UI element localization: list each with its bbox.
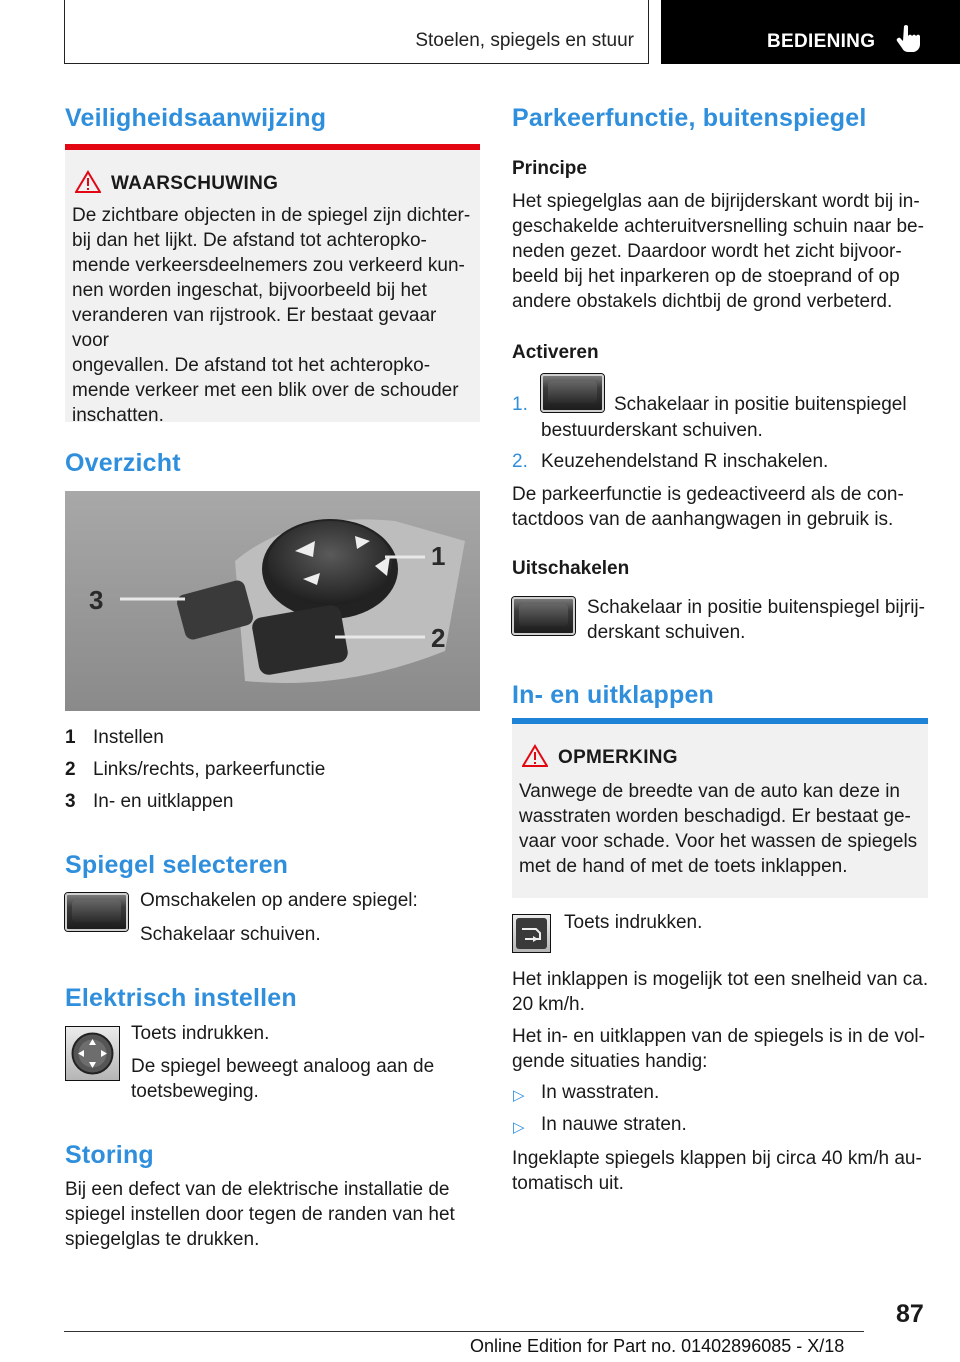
bullet-text: In wasstraten. (541, 1082, 660, 1103)
activate-label: Activeren (512, 342, 599, 363)
notice-title: OPMERKING (558, 747, 678, 768)
principle-text: Het spiegelglas aan de bijrijderskant wordt bij in- geschakelde achteruitversnelling schuin naar be- neden gezet. Daardoor wordt het zicht bijvoor- beeld bij het inparkeren op de stoeprand of op andere obstakels dichtbij de grond verbeterd. (512, 191, 924, 312)
header-chapter-box (661, 0, 960, 64)
principle-label: Principe (512, 158, 587, 179)
step-num: 2. (512, 451, 528, 472)
fault-text: Bij een defect van de elektrische installatie de spiegel instellen door tegen de randen van het spiegelglas te drukken. (65, 1179, 455, 1250)
legend-text: Instellen (93, 727, 164, 748)
legend-num: 2 (65, 759, 76, 780)
deactivate-text: Schakelaar in positie buitenspiegel bijrij- derskant schuiven. (587, 597, 925, 643)
legend-text: Links/rechts, parkeerfunctie (93, 759, 326, 780)
final-text: Ingeklapte spiegels klappen bij circa 40 km/h au- tomatisch uit. (512, 1148, 922, 1194)
mirror-switch-icon (512, 597, 575, 635)
press-key-text: Toets indrukken. (564, 912, 703, 933)
select-text: Schakelaar schuiven. (140, 924, 321, 945)
mirror-fold-icon (512, 914, 551, 953)
bullet-triangle-icon: ▷ (513, 1087, 525, 1104)
warning-box (65, 150, 480, 426)
bullet-text: In nauwe straten. (541, 1114, 687, 1135)
header-chapter-title: BEDIENING (767, 31, 876, 52)
header-section-title: Stoelen, spiegels en stuur (415, 30, 634, 51)
mirror-controls-photo (65, 491, 480, 711)
legend-num: 3 (65, 791, 76, 812)
bullet-triangle-icon: ▷ (513, 1119, 525, 1136)
photo-callout-2: 2 (431, 623, 446, 653)
legend-text: In- en uitklappen (93, 791, 234, 812)
mirror-switch-icon (65, 893, 128, 931)
fault-heading: Storing (65, 1141, 154, 1169)
step-text: Keuzehendelstand R inschakelen. (541, 451, 829, 472)
photo-callout-3: 3 (89, 585, 104, 615)
footer-edition: Online Edition for Part no. 01402896085 - X/18 (470, 1336, 845, 1356)
overview-heading: Overzicht (65, 449, 181, 477)
activate-note: De parkeerfunctie is gedeactiveerd als de con- tactdoos van de aanhangwagen in gebruik is. (512, 484, 904, 530)
step-num: 1. (512, 394, 528, 415)
deactivate-label: Uitschakelen (512, 558, 630, 579)
direction-pad-icon (65, 1026, 120, 1081)
notice-box (512, 724, 928, 898)
legend-num: 1 (65, 727, 76, 748)
photo-callout-1: 1 (431, 541, 446, 571)
warning-triangle-icon (75, 170, 101, 194)
fold-text: Het inklappen is mogelijk tot een snelheid van ca. 20 km/h. Het in- en uitklappen van de spiegels is in de vol- gende situaties handig: (512, 969, 929, 1072)
fold-heading: In- en uitklappen (512, 681, 715, 709)
warning-triangle-icon (522, 744, 548, 768)
mirror-switch-icon (541, 374, 604, 412)
electric-heading: Elektrisch instellen (65, 984, 297, 1012)
footer-rule (64, 1331, 864, 1332)
header-section-box (64, 0, 649, 64)
hand-pointer-icon (895, 24, 923, 54)
warning-text: De zichtbare objecten in de spiegel zijn dichter- bij dan het lijkt. De afstand tot achteropko- mende verkeersdeelnemers zou verkeerd kun- nen worden ingeschat, bijvoorbeeld bij het veranderen van rijstrook. Er bestaat gevaar voor ongevallen. De afstand tot het achteropko- mende verkeer met een blik over de schouder inschatten. (72, 205, 471, 426)
electric-text: Toets indrukken. (131, 1023, 270, 1044)
park-heading: Parkeerfunctie, buitenspiegel (512, 104, 867, 132)
select-heading: Spiegel selecteren (65, 851, 289, 879)
page-number: 87 (896, 1300, 924, 1328)
warning-title: WAARSCHUWING (111, 173, 279, 194)
step-text: bestuurderskant schuiven. (541, 420, 763, 441)
electric-text: De spiegel beweegt analoog aan de (131, 1056, 435, 1077)
safety-heading: Veiligheidsaanwijzing (65, 104, 327, 132)
select-text: Omschakelen op andere spiegel: (140, 890, 418, 911)
electric-text: toetsbeweging. (131, 1081, 259, 1102)
step-text: Schakelaar in positie buitenspiegel (614, 394, 907, 415)
notice-text: Vanwege de breedte van de auto kan deze in wasstraten worden beschadigd. Er bestaat ge- vaar voor schade. Voor het wassen de spiegels met de hand of met de toets inklappen. (519, 781, 918, 877)
